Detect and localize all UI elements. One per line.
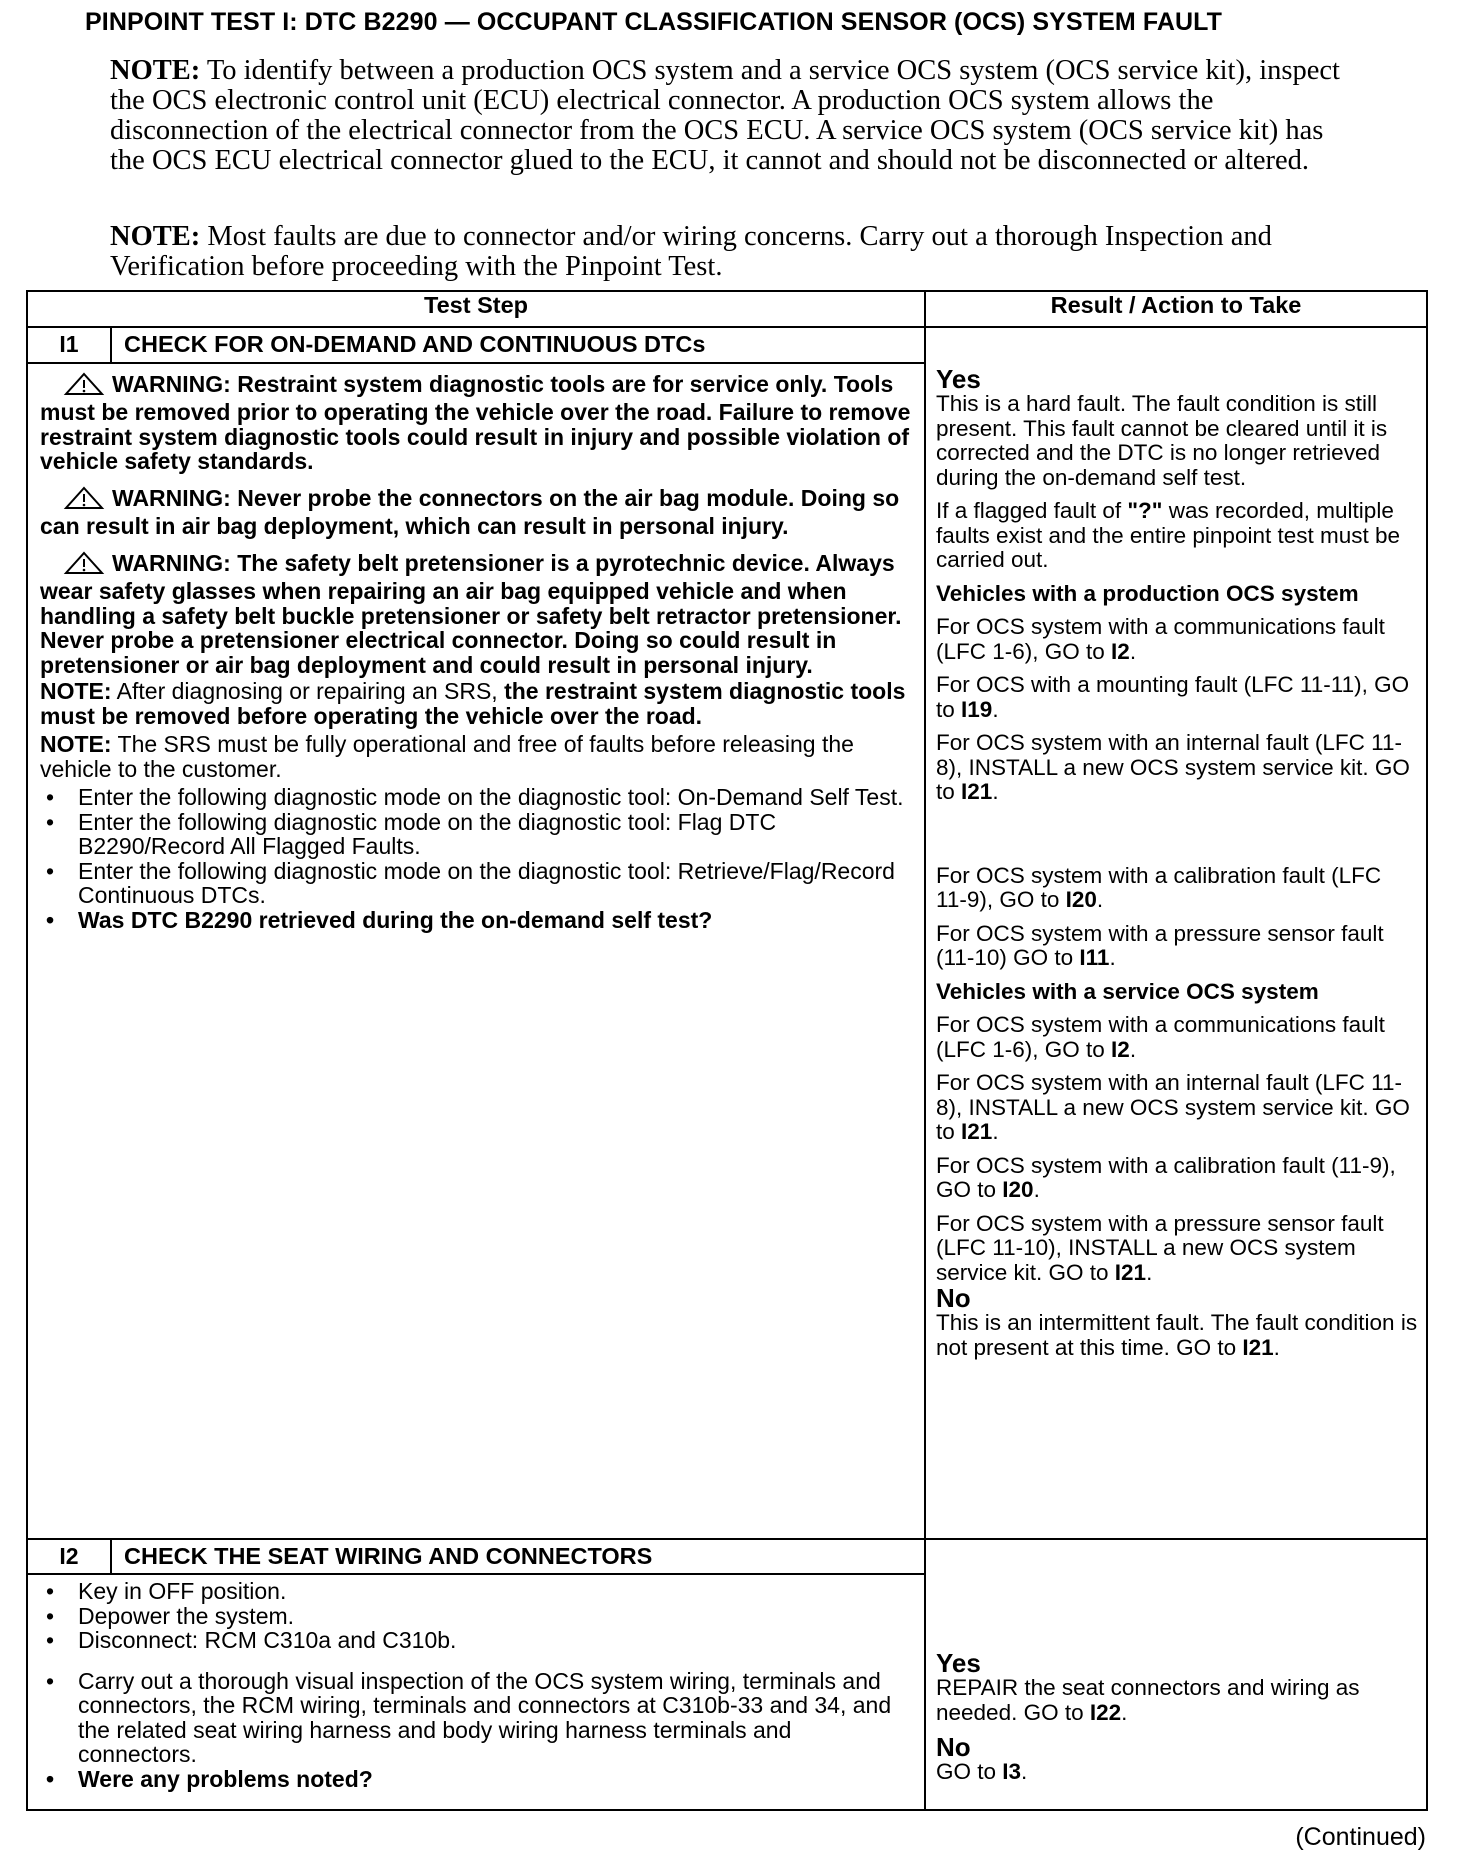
step-number: I2 [27,1539,111,1574]
note-srs-operational: NOTE: The SRS must be fully operational and free of faults before releasing the vehicle to the customer. [40,731,854,782]
step-i2-content [27,1574,925,1810]
result-s1: For OCS system with a communications fault (LFC 1-6), GO to I2. [936,1012,1385,1062]
warning-triangle-icon [62,551,106,580]
step-number: I1 [27,327,111,363]
service-ocs-heading: Vehicles with a service OCS system [936,978,1319,1004]
result-yes-text: REPAIR the seat connectors and wiring as needed. GO to I22. [936,1675,1360,1725]
list-item: • Disconnect: RCM C310a and C310b. [40,1628,914,1653]
warning-triangle-icon [62,372,106,401]
list-item: • Enter the following diagnostic mode on the diagnostic tool: Flag DTC B2290/Record All Flagged Faults. [40,810,914,859]
result-p2: For OCS with a mounting fault (LFC 11-11), GO to I19. [936,672,1410,722]
step-title: CHECK FOR ON-DEMAND AND CONTINUOUS DTCs [111,327,925,363]
result-s2: For OCS system with an internal fault (LFC 11-8), INSTALL a new OCS system service kit. GO to I21. [936,1070,1410,1144]
step-i2-bullets-b [40,1669,914,1792]
result-no-text: GO to I3. [936,1759,1028,1784]
list-item: • Enter the following diagnostic mode on the diagnostic tool: Retrieve/Flag/Record Continuous DTCs. [40,859,914,908]
warning-air-bag-module: WARNING: Never probe the connectors on the air bag module. Doing so can result in air bag deployment, which can result in personal injury. [40,484,900,540]
step-question: • Was DTC B2290 retrieved during the on-demand self test? [40,908,914,933]
result-flagged-text: If a flagged fault of "?" was recorded, multiple faults exist and the entire pinpoint test must be carried out. [936,498,1401,572]
result-p3: For OCS system with an internal fault (LFC 11-8), INSTALL a new OCS system service kit. GO to I21. [936,730,1410,804]
result-p5: For OCS system with a pressure sensor fault (11-10) GO to I11. [936,920,1384,970]
page-title: PINPOINT TEST I: DTC B2290 — OCCUPANT CLASSIFICATION SENSOR (OCS) SYSTEM FAULT [85,8,1223,36]
step-i2-bullets-a [40,1579,914,1653]
step-i1-result [925,327,1427,1539]
result-no-text: This is an intermittent fault. The fault condition is not present at this time. GO to I21. [936,1310,1418,1360]
step-i2-title-row [27,1539,1427,1574]
step-i1-content [27,363,925,1539]
note-ocs-identification: NOTE: To identify between a production OCS system and a service OCS system (OCS service kit), inspect the OCS electronic control unit (ECU) electrical connector. A production OCS system allows the disconnection of the electrical connector from the OCS ECU. A service OCS system (OCS service kit) has the OCS ECU electrical connector glued to the ECU, it cannot and should not be disconnected or altered. [110,55,1340,176]
table-header-row [27,291,1427,327]
result-no-label: No [936,1732,971,1762]
warning-triangle-icon [62,486,106,515]
list-item: • Key in OFF position. [40,1579,914,1604]
warning-pretensioner: WARNING: The safety belt pretensioner is a pyrotechnic device. Always wear safety glasses when repairing an air bag equipped vehicle and when handling a safety belt buckle pretensioner or safety belt retractor pretensioner. Never probe a pretensioner electrical connector. Doing so could result in pretensioner or air bag deployment and could result in personal injury. [40,549,902,678]
step-i1-bullets [40,785,914,932]
step-title: CHECK THE SEAT WIRING AND CONNECTORS [111,1539,925,1574]
result-s3: For OCS system with a calibration fault (11-9), GO to I20. [936,1152,1396,1202]
warning-diagnostic-tools: WARNING: Restraint system diagnostic tools are for service only. Tools must be removed prior to operating the vehicle over the road. Failure to remove restraint system diagnostic tools could result in injury and possible violation of vehicle safety standards. [40,370,911,475]
step-question: • Were any problems noted? [40,1767,914,1792]
pinpoint-test-table [26,290,1428,1811]
step-i1-title-row [27,327,1427,363]
header-test-step: Test Step [27,291,925,327]
result-no-label: No [936,1283,971,1313]
note-faults: NOTE: Most faults are due to connector and/or wiring concerns. Carry out a thorough Inspection and Verification before proceeding with the Pinpoint Test. [110,221,1272,282]
result-p4: For OCS system with a calibration fault (LFC 11-9), GO to I20. [936,862,1382,912]
list-item: • Carry out a thorough visual inspection of the OCS system wiring, terminals and connectors, the RCM wiring, terminals and connectors at C310b-33 and 34, and the related seat wiring harness and body wiring harness terminals and connectors. [40,1669,914,1767]
note-srs-tools: NOTE: After diagnosing or repairing an SRS, the restraint system diagnostic tools must be removed before operating the vehicle over the road. [40,678,906,729]
list-item: • Depower the system. [40,1604,914,1629]
result-p1: For OCS system with a communications fault (LFC 1-6), GO to I2. [936,614,1385,664]
result-yes-text: This is a hard fault. The fault condition is still present. This fault cannot be cleared until it is corrected and the DTC is no longer retrieved during the on-demand self test. [936,391,1388,490]
list-item: • Enter the following diagnostic mode on the diagnostic tool: On-Demand Self Test. [40,785,914,810]
result-s4: For OCS system with a pressure sensor fault (LFC 11-10), INSTALL a new OCS system service kit. GO to I21. [936,1210,1384,1285]
result-yes-label: Yes [936,364,981,394]
header-result-action: Result / Action to Take [925,291,1427,327]
step-i2-result [925,1539,1427,1810]
production-ocs-heading: Vehicles with a production OCS system [936,580,1359,606]
continued-label: (Continued) [1295,1823,1426,1851]
result-yes-label: Yes [936,1648,981,1678]
